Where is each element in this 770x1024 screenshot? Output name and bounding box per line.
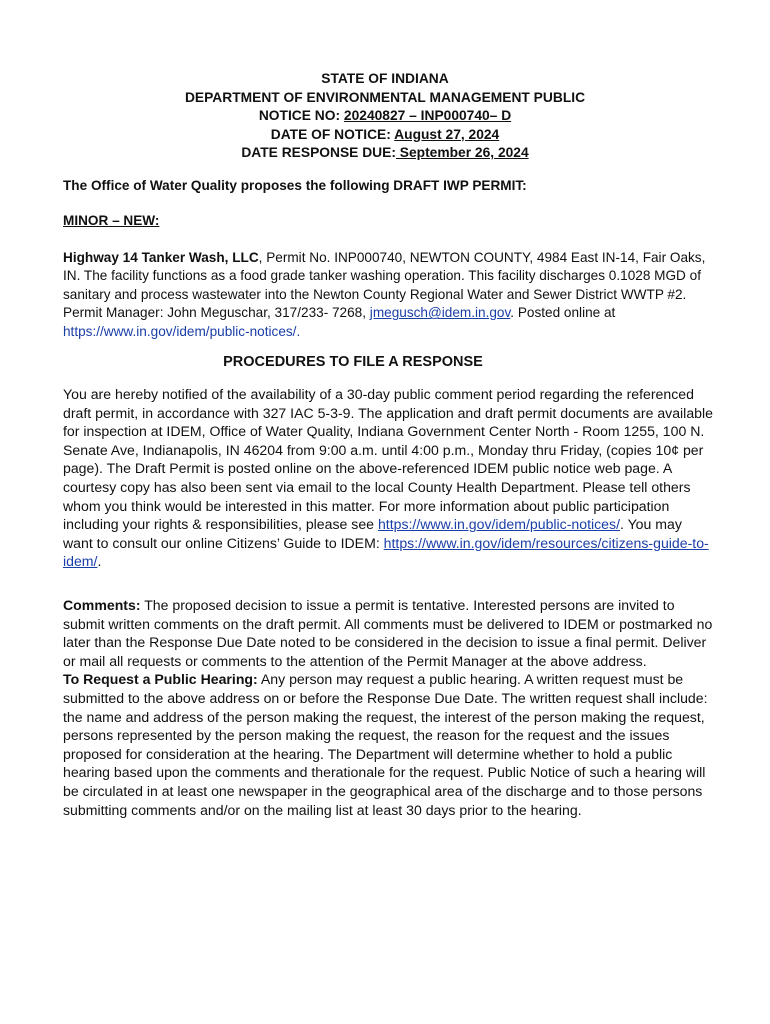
intro-statement: The Office of Water Quality proposes the following DRAFT IWP PERMIT:: [63, 178, 527, 193]
header-notice-number: [40, 107, 730, 126]
posted-text: . Posted online at: [510, 305, 616, 321]
date-label: DATE OF NOTICE:: [270, 126, 395, 142]
comments-text: The proposed decision to issue a permit is tentative. Interested persons are invited to submit written comments on the draft permit. All comments must be delivered to IDEM or postmarked no later than the Response Due Date noted to be considered in the decision to issue a final permit. Deliver or mail all requests or comments to the attention of the Permit Manager at the above address.: [63, 597, 713, 669]
header-response-due: [40, 144, 730, 163]
comments-paragraph: [63, 596, 713, 670]
header-department: DEPARTMENT OF ENVIRONMENTAL MANAGEMENT PUBLIC: [184, 89, 586, 105]
facility-paragraph: [63, 249, 713, 341]
hearing-label: To Request a Public Hearing:: [63, 671, 258, 688]
notice-header: [40, 70, 730, 163]
procedures-title: PROCEDURES TO FILE A RESPONSE: [223, 354, 483, 370]
procedures-mid: . You may want to consult our online Citizens’ Guide to IDEM:: [63, 516, 682, 551]
procedures-end: .: [97, 553, 102, 570]
procedures-body: You are hereby notified of the availability of a 30-day public comment period regarding the referenced draft permit, in accordance with 327 IAC 5-3-9. The application and draft permit documents are available for inspection at IDEM, Office of Water Quality, Indiana Government Center North - Room 1255, 100 N. Senate Ave, Indianapolis, IN 46204 from 9:00 a.m. until 4:00 p.m., Monday thru Friday, (copies 10¢ per page). The Draft Permit is posted online on the above-referenced IDEM public notice web page. A courtesy copy has also been sent via email to the local County Health Department. Please tell others whom you think would be interested in this matter. For more information about public participation including your rights & responsibilities, please see: [63, 386, 713, 533]
header-date-of-notice: [40, 126, 730, 145]
date-value: August 27, 2024: [394, 126, 500, 142]
header-state: STATE OF INDIANA: [321, 71, 449, 86]
due-label: DATE RESPONSE DUE:: [241, 145, 396, 160]
hearing-paragraph: [63, 670, 713, 819]
citizens-guide-link[interactable]: https://www.in.gov/idem/resources/citizens-guide-to-idem/: [63, 534, 709, 570]
public-notices-link[interactable]: https://www.in.gov/idem/public-notices/: [377, 516, 620, 533]
notice-value: 20240827 – INP000740– D: [343, 108, 512, 123]
facility-name: Highway 14 Tanker Wash, LLC: [63, 250, 259, 265]
procedures-paragraph: [63, 385, 713, 571]
email-link[interactable]: jmegusch@idem.in.gov: [369, 305, 511, 321]
hearing-text: Any person may request a public hearing. A written request must be submitted to the above address on or before the Response Due Date. The written request shall include: the name and address of the person making the request, the interest of the person making the request, persons represented by the person making the request, the reason for the request and the issues proposed for consideration at the hearing. The Department will determine whether to hold a public hearing based upon the comments and therationale for the request. Public Notice of such a hearing will be circulated in at least one newspaper in the geographical area of the discharge and to those persons submitting comments and/or on the mailing list at least 30 days prior to the hearing.: [63, 671, 708, 818]
notice-label: NOTICE NO:: [258, 108, 344, 123]
facility-text: , Permit No. INP000740, NEWTON COUNTY, 4984 East IN-14, Fair Oaks, IN. The facility functions as a food grade tanker washing operation. This facility discharges 0.1028 MGD of sanitary and process wastewater into the Newton County Regional Water and Sewer District WWTP #2. Permit Manager: John Meguschar, 317/233- 7268,: [63, 250, 706, 321]
due-value: September 26, 2024: [395, 145, 529, 160]
comments-label: Comments:: [63, 597, 141, 613]
section-heading: MINOR – NEW:: [63, 213, 160, 228]
comments-section: [63, 596, 713, 819]
posted-url-link[interactable]: https://www.in.gov/idem/public-notices/.: [63, 323, 301, 339]
